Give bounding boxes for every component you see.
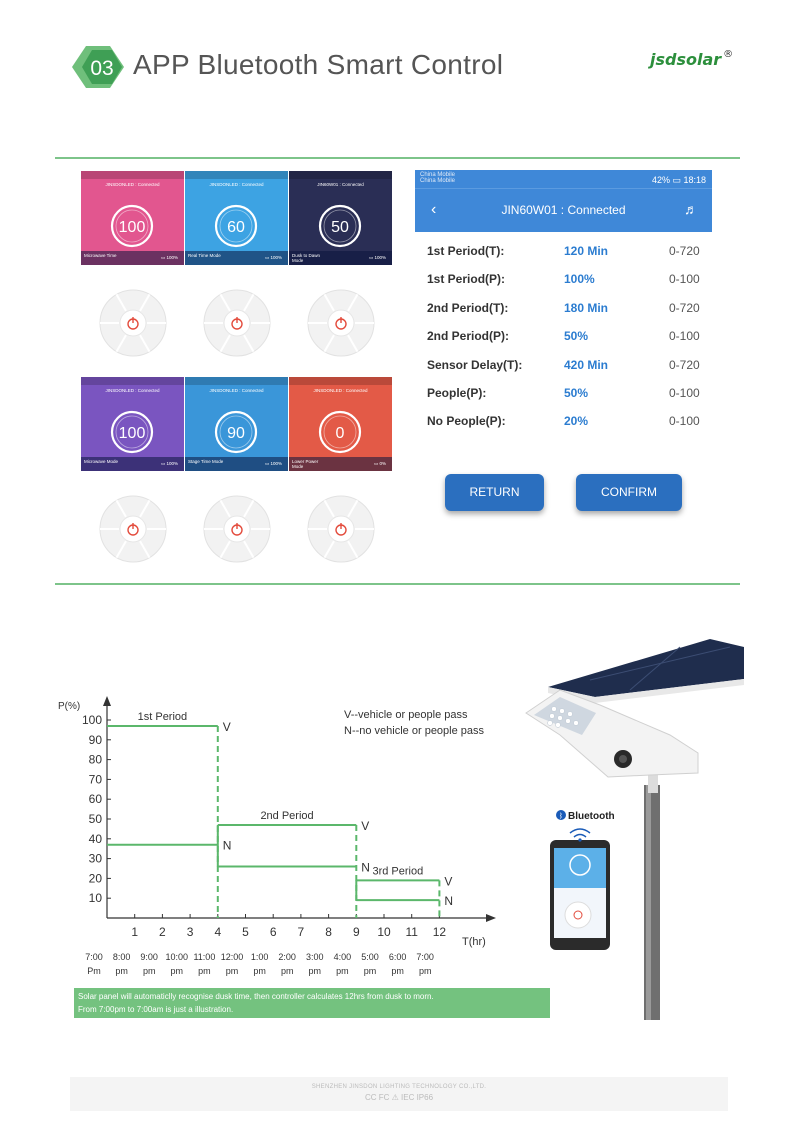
time-label: 5:00 xyxy=(361,952,379,962)
mode-screen: JIN60W01 : Connected 50 Dusk to Dawn Mode ▭ 100% xyxy=(289,171,392,265)
setting-range: 0-100 xyxy=(669,272,700,287)
svg-text:03: 03 xyxy=(90,57,114,80)
app-screens-collage xyxy=(81,171,393,571)
legend-entry: N--no vehicle or people pass xyxy=(344,725,485,737)
x-tick-label: 8 xyxy=(325,925,332,939)
setting-row[interactable] xyxy=(415,378,712,406)
section-number-badge xyxy=(72,44,124,90)
time-label: 8:00 xyxy=(112,952,131,962)
x-tick-label: 3 xyxy=(186,925,194,939)
mode-dial-icon[interactable] xyxy=(97,493,169,565)
x-tick-label: 12 xyxy=(432,925,447,939)
x-tick-label: 6 xyxy=(269,925,277,939)
battery-percent: ▭ 0% xyxy=(373,461,386,466)
setting-row[interactable] xyxy=(415,406,712,434)
setting-label: 2nd Period(P): xyxy=(427,329,510,344)
y-tick-label: 90 xyxy=(88,732,102,747)
back-arrow-icon[interactable]: ‹ xyxy=(431,201,437,218)
x-tick-label: 4 xyxy=(214,925,222,939)
mode-screen: JINSDONLED : Connected 100 Microwave Time ▭ 100% xyxy=(81,171,184,265)
time-label-suffix: pm xyxy=(280,966,294,976)
time-label-suffix: pm xyxy=(142,966,156,976)
y-axis-label: P(%) xyxy=(58,701,81,712)
company-name: SHENZHEN JINSDON LIGHTING TECHNOLOGY CO.,LTD. xyxy=(311,1084,487,1090)
y-tick-label: 10 xyxy=(88,891,102,906)
vehicle-marker: V xyxy=(361,818,370,833)
no-vehicle-marker: N xyxy=(361,860,370,875)
no-vehicle-marker: N xyxy=(444,894,454,909)
mode-label: Real Time Mode xyxy=(188,253,221,258)
status-right: 42% ▭ 18:18 xyxy=(651,175,706,185)
setting-row[interactable] xyxy=(415,236,712,264)
top-divider xyxy=(55,157,740,159)
brightness-value: 50 xyxy=(331,219,349,236)
time-label-suffix: pm xyxy=(115,966,128,976)
setting-value: 120 Min xyxy=(564,244,609,258)
y-tick-label: 40 xyxy=(88,831,102,846)
y-tick-label: 70 xyxy=(88,772,102,787)
legend-entry: V--vehicle or people pass xyxy=(344,709,468,721)
brightness-value: 90 xyxy=(227,425,245,442)
y-tick-label: 30 xyxy=(88,851,102,866)
time-label-suffix: Pm xyxy=(87,966,101,976)
time-label-suffix: pm xyxy=(391,966,404,976)
time-label: 7:00 xyxy=(416,952,434,962)
time-label: 2:00 xyxy=(278,952,296,962)
time-label: 9:00 xyxy=(140,952,158,962)
vehicle-marker: V xyxy=(444,874,453,889)
brightness-value: 60 xyxy=(227,219,245,236)
mode-screen: JINSDONLED : Connected 90 Stage Time Mode ▭ 100% xyxy=(185,377,288,471)
y-tick-label: 80 xyxy=(88,752,102,767)
brightness-value: 0 xyxy=(335,425,345,442)
time-label: 11:00 xyxy=(193,952,216,962)
setting-value: 100% xyxy=(564,272,595,287)
setting-value: 20% xyxy=(564,414,589,429)
page-title: APP Bluetooth Smart Control xyxy=(133,49,504,80)
dimming-chart xyxy=(56,694,516,984)
mode-dial-icon[interactable] xyxy=(97,287,169,359)
x-axis-label: T(hr) xyxy=(462,936,486,948)
settings-list xyxy=(415,236,712,435)
setting-range: 0-100 xyxy=(669,385,700,400)
x-tick-label: 2 xyxy=(159,925,166,939)
mode-label: Stage Time Mode xyxy=(188,459,224,464)
y-tick-label: 100 xyxy=(81,713,102,727)
battery-percent: ▭ 100% xyxy=(264,255,282,260)
x-tick-label: 5 xyxy=(242,925,249,939)
footer xyxy=(70,1077,728,1111)
brightness-value: 100 xyxy=(118,219,146,236)
mode-screen: JINSDONLED : Connected 0 Lower Power Mode ▭ 0% xyxy=(289,377,392,471)
setting-range: 0-100 xyxy=(669,329,700,344)
return-button[interactable]: RETURN xyxy=(445,474,544,511)
app-settings-screen xyxy=(415,170,712,442)
setting-range: 0-100 xyxy=(669,414,700,429)
battery-percent: ▭ 100% xyxy=(160,461,178,466)
setting-value: 180 Min xyxy=(564,300,609,315)
setting-value: 420 Min xyxy=(564,357,609,372)
setting-label: Sensor Delay(T): xyxy=(427,357,523,372)
time-label-suffix: pm xyxy=(336,966,349,976)
time-label: 7:00 xyxy=(85,952,103,962)
setting-value: 50% xyxy=(564,329,589,344)
vehicle-marker: V xyxy=(222,719,231,734)
y-tick-label: 50 xyxy=(88,812,102,826)
mode-screen: JINSDONLED : Connected 100 Microwave Mode ▭ 100% xyxy=(81,377,184,471)
setting-row[interactable] xyxy=(415,264,712,292)
setting-range: 0-720 xyxy=(669,357,700,372)
battery-percent: ▭ 100% xyxy=(264,461,282,466)
connection-title: JIN60W01 : Connected xyxy=(501,203,626,217)
illustration-note: Solar panel will automaticlly recognise dusk time, then controller calculates 12hrs from dusk to morn. From 7:00pm to 7:00am is just a illustration. xyxy=(74,988,550,1018)
mode-dial-icon[interactable] xyxy=(201,287,273,359)
x-tick-label: 1 xyxy=(131,925,139,939)
time-label: 12:00 xyxy=(220,952,244,962)
setting-row[interactable] xyxy=(415,321,712,349)
y-tick-label: 60 xyxy=(88,792,102,807)
period-label: 2nd Period xyxy=(260,809,314,822)
battery-percent: ▭ 100% xyxy=(160,255,178,260)
mode-label: Microwave Mode xyxy=(84,459,119,464)
time-label: 6:00 xyxy=(388,952,407,962)
period-label: 1st Period xyxy=(137,710,188,723)
mode-label: Dusk to Dawn Mode xyxy=(292,253,321,263)
setting-label: People(P): xyxy=(427,385,487,400)
time-label: 1:00 xyxy=(250,952,269,962)
setting-row[interactable] xyxy=(415,293,712,321)
setting-range: 0-720 xyxy=(669,300,700,315)
mode-screen: JINSDONLED : Connected 60 Real Time Mode ▭ 100% xyxy=(185,171,288,265)
setting-label: No People(P): xyxy=(427,414,506,429)
time-label-suffix: pm xyxy=(225,966,239,976)
time-label-suffix: pm xyxy=(253,966,266,976)
certification-marks: CC FC ⚠ IEC IP66 xyxy=(364,1093,434,1102)
mode-label: Lower Power Mode xyxy=(292,459,319,469)
setting-value: 50% xyxy=(564,385,589,400)
solar-street-light-illustration xyxy=(520,635,750,1020)
x-tick-label: 11 xyxy=(405,925,418,939)
status-bar: China Mobile China Mobile 42% ▭ 18:18 xyxy=(415,170,712,188)
music-icon[interactable]: ♬ xyxy=(684,201,698,217)
battery-percent: ▭ 100% xyxy=(368,255,386,260)
confirm-button[interactable]: CONFIRM xyxy=(576,474,682,511)
x-tick-label: 7 xyxy=(297,925,305,939)
time-label: 4:00 xyxy=(333,952,352,962)
time-label: 3:00 xyxy=(306,952,324,962)
setting-label: 2nd Period(T): xyxy=(427,300,509,315)
time-label-suffix: pm xyxy=(308,966,322,976)
svg-text:ᛒ: ᛒ xyxy=(558,812,564,820)
time-label: 10:00 xyxy=(165,952,189,962)
setting-range: 0-720 xyxy=(669,244,700,258)
period-label: 3rd Period xyxy=(372,865,424,878)
time-label-suffix: pm xyxy=(198,966,211,976)
brand-logo: jsdsolar ® xyxy=(650,49,734,69)
setting-label: 1st Period(P): xyxy=(427,272,506,287)
setting-label: 1st Period(T): xyxy=(427,244,505,258)
setting-row[interactable] xyxy=(415,350,712,378)
app-bar xyxy=(415,188,712,232)
x-tick-label: 9 xyxy=(352,925,360,939)
middle-divider xyxy=(55,583,740,585)
mode-dial-icon[interactable] xyxy=(305,493,377,565)
time-label-suffix: pm xyxy=(418,966,432,976)
x-tick-label: 10 xyxy=(377,925,391,939)
y-tick-label: 20 xyxy=(88,871,102,886)
no-vehicle-marker: N xyxy=(222,838,232,853)
bluetooth-label: Bluetooth xyxy=(568,811,615,822)
brightness-value: 100 xyxy=(118,425,146,442)
mode-dial-icon[interactable] xyxy=(201,493,273,565)
mode-label: Microwave Time xyxy=(84,253,117,258)
time-label-suffix: pm xyxy=(170,966,184,976)
mode-dial-icon[interactable] xyxy=(305,287,377,359)
time-label-suffix: pm xyxy=(363,966,377,976)
